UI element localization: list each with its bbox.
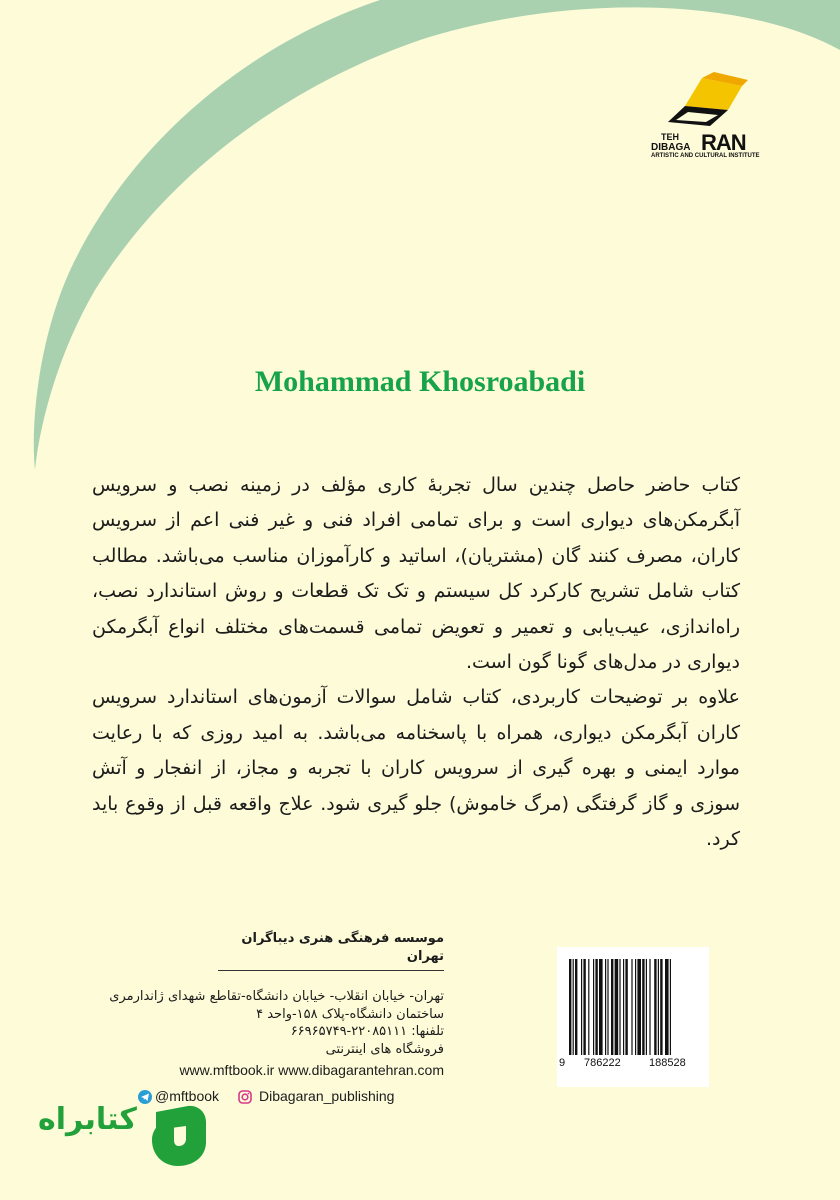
logo-teh: TEH <box>661 132 679 142</box>
publisher-info <box>110 930 444 1080</box>
logo-dibaga: DIBAGA <box>651 142 691 153</box>
watermark-text: کتابراه <box>38 1102 137 1137</box>
logo-tagline: ARTISTIC AND CULTURAL INSTITUTE <box>651 153 760 159</box>
barcode-bar <box>665 959 669 1055</box>
barcode-bar <box>605 959 606 1055</box>
barcode-bar <box>581 959 582 1055</box>
publisher-phones: تلفنها: ۲۲۰۸۵۱۱۱-۶۶۹۶۵۷۴۹ <box>290 1024 444 1039</box>
barcode-bar <box>625 959 627 1055</box>
barcode-bar <box>573 959 574 1055</box>
barcode-bar <box>588 959 589 1055</box>
barcode-bar <box>646 959 647 1055</box>
telegram-handle[interactable]: @mftbook <box>155 1088 220 1104</box>
barcode-bar <box>595 959 597 1055</box>
instagram-handle[interactable]: Dibagaran_publishing <box>259 1088 395 1104</box>
barcode-bar <box>654 959 656 1055</box>
barcode-icon <box>567 959 699 1057</box>
barcode-bar <box>583 959 585 1055</box>
barcode-bar <box>631 959 632 1055</box>
description-paragraph-2: علاوه بر توضیحات کاربردی، کتاب شامل سوالات آزمون‌های استاندارد سرویس کاران آبگرمکن دیواری، همراه با پاسخنامه می‌باشد. به امید روزی که با رعایت موارد ایمنی و بهره گیری از سرویس کاران با تجربه و مجاز، از انفجار و آتش سوزی و گاز گرفتگی (مرگ خاموش) جلو گیری شود. علاج واقعه قبل از وقوع باید کرد. <box>92 686 740 851</box>
isbn-right: 188528 <box>649 1057 686 1069</box>
barcode-bar <box>619 959 620 1055</box>
barcode-bar <box>635 959 636 1055</box>
publisher-websites[interactable]: www.mftbook.ir www.dibagarantehran.com <box>179 1062 444 1078</box>
barcode-bar <box>637 959 641 1055</box>
barcode-bar <box>658 959 659 1055</box>
barcode-bar <box>569 959 571 1055</box>
logo-ran: RAN <box>701 130 746 155</box>
description-paragraph-1: کتاب حاضر حاصل چندین سال تجربهٔ کاری مؤلف در زمینه نصب و سرویس آبگرمکن‌های دیواری است و برای تمامی افراد فنی و غیر فنی اعم از سرویس کاران، مصرف کنند گان (مشتریان)، اساتید و کارآموزان مناسب می‌باشد. مطالب کتاب شامل تشریح کارکرد کل سیستم و تک تک قطعات و روش استاندارد نصب، راه‌اندازی، عیب‌یابی و تعمیر و تعویض تمامی قسمت‌های مختلف انواع آبگرمکن دیواری در مدل‌های گونا گون است. <box>92 474 740 674</box>
author-name: Mohammad Khosroabadi <box>254 365 586 398</box>
barcode-bar <box>642 959 644 1055</box>
publisher-stores: فروشگاه های اینترنتی <box>325 1041 444 1057</box>
barcode-bar <box>611 959 613 1055</box>
isbn-barcode <box>557 947 709 1087</box>
barcode-bar <box>623 959 624 1055</box>
barcode-bar <box>593 959 594 1055</box>
isbn-left: 786222 <box>584 1057 621 1069</box>
barcode-bar <box>599 959 603 1055</box>
instagram-icon <box>238 1090 252 1104</box>
publisher-address-2: ساختمان دانشگاه-پلاک ۱۵۸-واحد ۴ <box>256 1006 444 1022</box>
publisher-address-1: تهران- خیابان انقلاب- خیابان دانشگاه-تقاطع شهدای ژاندارمری <box>109 989 444 1004</box>
barcode-bar <box>649 959 650 1055</box>
barcode-bar <box>660 959 662 1055</box>
barcode-bar <box>575 959 577 1055</box>
book-description <box>92 468 740 857</box>
barcode-bar <box>607 959 608 1055</box>
barcode-bar <box>615 959 619 1055</box>
barcode-bar <box>670 959 671 1055</box>
publisher-name: موسسه فرهنگی هنری دیباگران تهران <box>218 930 444 971</box>
isbn-prefix: 9 <box>559 1057 566 1069</box>
